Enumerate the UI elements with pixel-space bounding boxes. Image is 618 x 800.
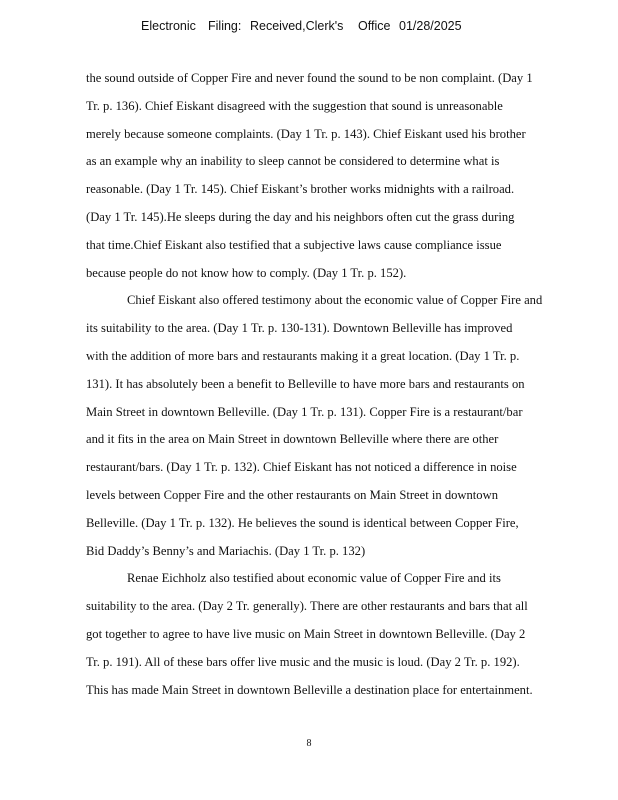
header-date: 01/28/2025 — [399, 19, 462, 33]
text-line: and it fits in the area on Main Street in downtown Belleville where there are other — [86, 432, 499, 447]
header-electronic: Electronic — [141, 19, 196, 33]
text-line: its suitability to the area. (Day 1 Tr. p. 130-131). Downtown Belleville has improved — [86, 321, 513, 336]
text-line: This has made Main Street in downtown Belleville a destination place for entertainment. — [86, 682, 533, 697]
paragraph-start-line: Chief Eiskant also offered testimony about the economic value of Copper Fire and — [127, 293, 543, 308]
header-received: Received,Clerk's — [250, 19, 344, 33]
text-line: Tr. p. 191). All of these bars offer live music and the music is loud. (Day 2 Tr. p. 192). — [86, 654, 520, 669]
text-line: merely because someone complaints. (Day 1 Tr. p. 143). Chief Eiskant used his brother — [86, 126, 526, 141]
text-line: Tr. p. 136). Chief Eiskant disagreed with the suggestion that sound is unreasonable — [86, 98, 503, 113]
text-line: levels between Copper Fire and the other restaurants on Main Street in downtown — [86, 487, 498, 502]
text-line: because people do not know how to comply. (Day 1 Tr. p. 152). — [86, 265, 407, 280]
text-line: (Day 1 Tr. 145).He sleeps during the day and his neighbors often cut the grass during — [86, 209, 515, 224]
text-line: reasonable. (Day 1 Tr. 145). Chief Eiskant’s brother works midnights with a railroad. — [86, 182, 515, 197]
text-line: 131). It has absolutely been a benefit to Belleville to have more bars and restaurants on — [86, 376, 525, 391]
text-line: the sound outside of Copper Fire and never found the sound to be non complaint. (Day 1 — [86, 71, 533, 85]
header-filing: Filing: — [208, 19, 242, 33]
text-line: suitability to the area. (Day 2 Tr. generally). There are other restaurants and bars that all — [86, 599, 528, 614]
text-line: as an example why an inability to sleep cannot be considered to determine what is — [86, 154, 500, 169]
text-line: with the addition of more bars and restaurants making it a great location. (Day 1 Tr. p. — [86, 348, 520, 363]
text-line: restaurant/bars. (Day 1 Tr. p. 132). Chief Eiskant has not noticed a difference in noise — [86, 460, 517, 475]
page-number: 8 — [306, 738, 312, 749]
text-line: Bid Daddy’s Benny’s and Mariachis. (Day 1 Tr. p. 132) — [86, 543, 366, 558]
body-text — [86, 70, 576, 709]
text-line: Belleville. (Day 1 Tr. p. 132). He believes the sound is identical between Copper Fire, — [86, 515, 519, 530]
header-office: Office — [358, 19, 391, 33]
paragraph-start-line: Renae Eichholz also testified about economic value of Copper Fire and its — [127, 571, 501, 586]
text-line: got together to agree to have live music on Main Street in downtown Belleville. (Day 2 — [86, 626, 526, 641]
text-line: that time.Chief Eiskant also testified that a subjective laws cause compliance issue — [86, 237, 502, 252]
text-line: Main Street in downtown Belleville. (Day 1 Tr. p. 131). Copper Fire is a restaurant/bar — [86, 404, 523, 419]
